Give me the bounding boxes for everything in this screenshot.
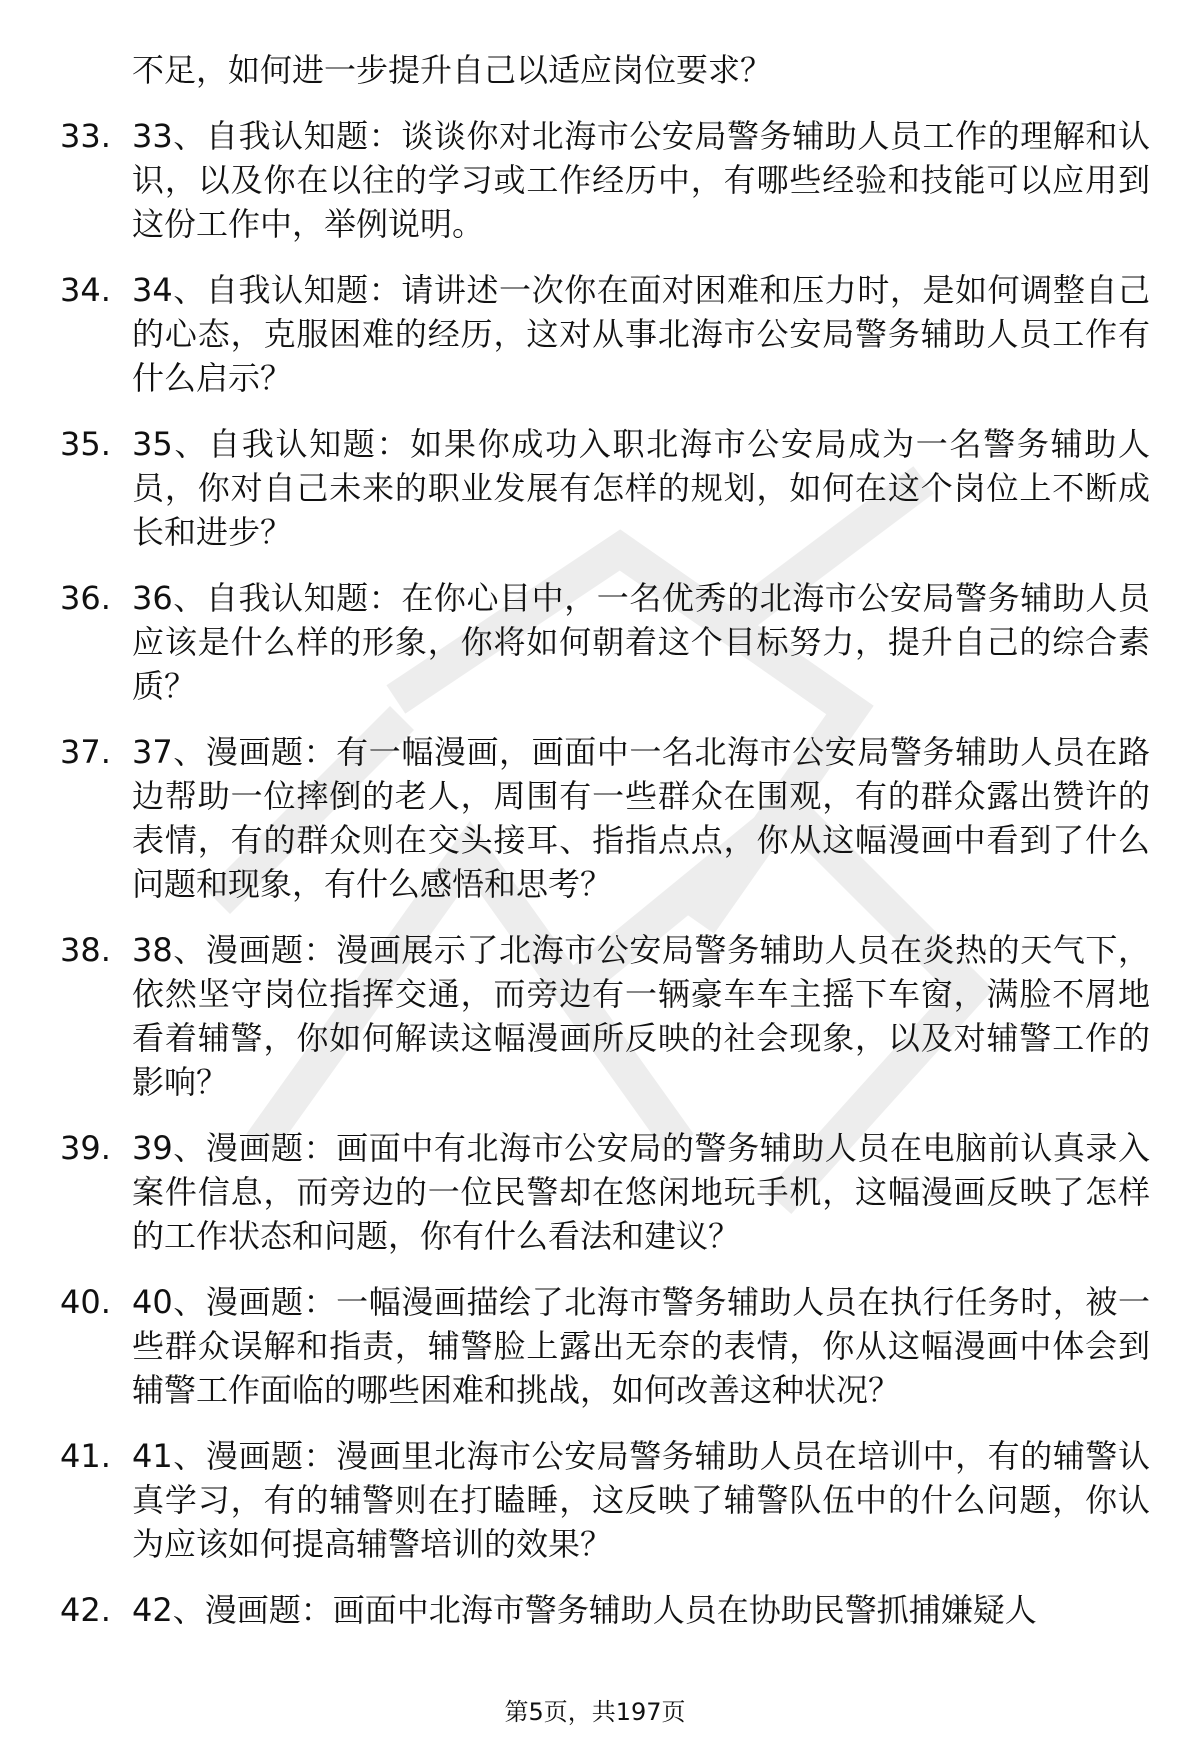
question-text: 37、漫画题：有一幅漫画，画面中一名北海市公安局警务辅助人员在路边帮助一位摔倒的老人，周围有一些群众在围观，有的群众露出赞许的表情，有的群众则在交头接耳、指指点点，你从这幅漫画中看到了什么问题和现象，有什么感悟和思考？ (132, 733, 1150, 903)
question-item (60, 576, 1150, 708)
question-item (60, 422, 1150, 554)
question-item (60, 730, 1150, 906)
question-item (60, 1126, 1150, 1258)
question-item (60, 114, 1150, 246)
question-number: 34. (60, 271, 111, 309)
question-item (60, 268, 1150, 400)
question-item (60, 1588, 1150, 1632)
question-text: 40、漫画题：一幅漫画描绘了北海市警务辅助人员在执行任务时，被一些群众误解和指责，辅警脸上露出无奈的表情，你从这幅漫画中体会到辅警工作面临的哪些困难和挑战，如何改善这种状况？ (132, 1283, 1150, 1409)
question-content (60, 48, 1150, 1632)
question-number: 38. (60, 931, 111, 969)
continued-question-text: 不足，如何进一步提升自己以适应岗位要求？ (132, 51, 773, 89)
question-number: 33. (60, 117, 111, 155)
question-text: 38、漫画题：漫画展示了北海市公安局警务辅助人员在炎热的天气下，依然坚守岗位指挥交通，而旁边有一辆豪车车主摇下车窗，满脸不屑地看着辅警，你如何解读这幅漫画所反映的社会现象，以及对辅警工作的影响？ (132, 931, 1150, 1101)
question-number: 37. (60, 733, 111, 771)
question-number: 35. (60, 425, 111, 463)
question-text: 42、漫画题：画面中北海市警务辅助人员在协助民警抓捕嫌疑人 (132, 1591, 1037, 1629)
question-number: 42. (60, 1591, 111, 1629)
question-number: 41. (60, 1437, 111, 1475)
page-number-footer: 第5页，共197页 (504, 1698, 686, 1726)
question-number: 40. (60, 1283, 111, 1321)
question-number: 36. (60, 579, 111, 617)
question-text: 33、自我认知题：谈谈你对北海市公安局警务辅助人员工作的理解和认识，以及你在以往的学习或工作经历中，有哪些经验和技能可以应用到这份工作中，举例说明。 (132, 117, 1150, 243)
question-text: 34、自我认知题：请讲述一次你在面对困难和压力时，是如何调整自己的心态，克服困难的经历，这对从事北海市公安局警务辅助人员工作有什么启示？ (132, 271, 1150, 397)
question-item (60, 1280, 1150, 1412)
question-number: 39. (60, 1129, 111, 1167)
question-text: 36、自我认知题：在你心目中，一名优秀的北海市公安局警务辅助人员应该是什么样的形象，你将如何朝着这个目标努力，提升自己的综合素质？ (132, 579, 1150, 705)
question-item (60, 1434, 1150, 1566)
question-list (60, 114, 1150, 1632)
question-text: 41、漫画题：漫画里北海市公安局警务辅助人员在培训中，有的辅警认真学习，有的辅警则在打瞌睡，这反映了辅警队伍中的什么问题，你认为应该如何提高辅警培训的效果？ (132, 1437, 1150, 1563)
question-item (60, 928, 1150, 1104)
question-text: 39、漫画题：画面中有北海市公安局的警务辅助人员在电脑前认真录入案件信息，而旁边的一位民警却在悠闲地玩手机，这幅漫画反映了怎样的工作状态和问题，你有什么看法和建议？ (132, 1129, 1150, 1255)
question-text: 35、自我认知题：如果你成功入职北海市公安局成为一名警务辅助人员，你对自己未来的职业发展有怎样的规划，如何在这个岗位上不断成长和进步？ (132, 425, 1150, 551)
